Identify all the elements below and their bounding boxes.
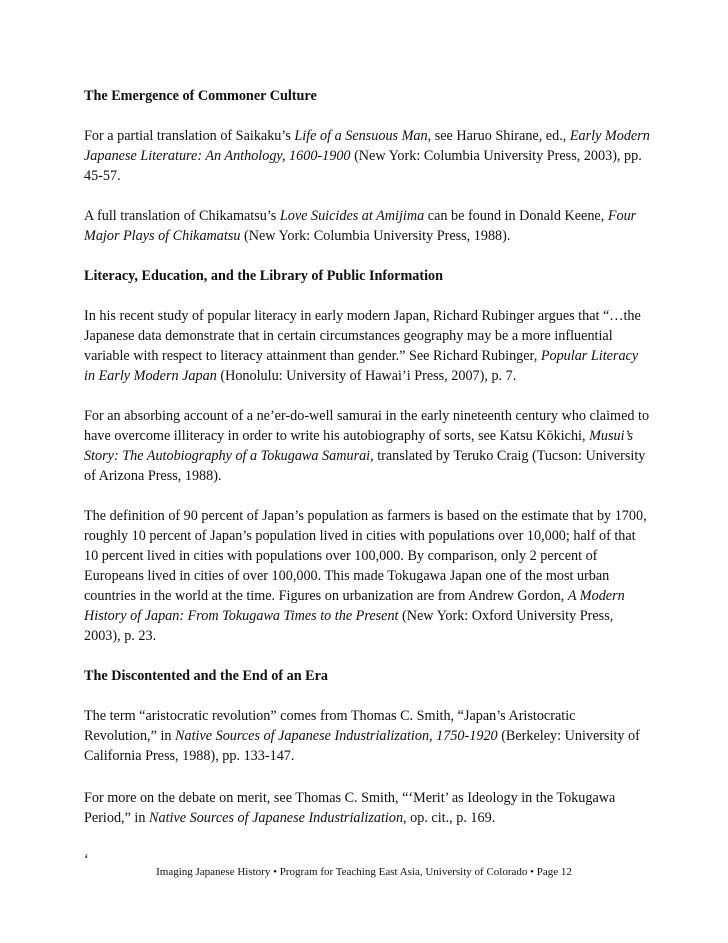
paragraph-saikaku: For a partial translation of Saikaku’s Life of a Sensuous Man, see Haruo Shirane, ed., Early Modern Japanese Literature: An Anthology, 1600-1900 (New York: Columbia University Press, 2003), pp. 45-57.: [84, 128, 650, 184]
title-native-sources-full: Native Sources of Japanese Industrialization, 1750-1920: [175, 728, 498, 744]
paragraph-urbanization: The definition of 90 percent of Japan’s population as farmers is based on the estimate that by 1700, roughly 10 percent of Japan’s population lived in cities with populations over 10,000; half of that 10 percent lived in cities with populations over 100,000. By comparison, only 2 percent of Europeans lived in cities of over 100,000. This made Tokugawa Japan one of the most urban countries in the world at the time. Figures on urbanization are from Andrew Gordon, A Modern History of Japan: From Tokugawa Times to the Present (New York: Oxford University Press, 2003), p. 23.: [84, 508, 647, 644]
stray-mark: ʻ: [84, 852, 89, 868]
page-footer: Imaging Japanese History • Program for Teaching East Asia, University of Colorado • Page 12: [156, 866, 572, 878]
title-life-of-a-sensuous-man: Life of a Sensuous Man: [294, 128, 428, 144]
title-musuis-story: Musui’s Story: The Autobiography of a Tokugawa Samurai: [84, 428, 633, 464]
title-modern-history-of-japan: A Modern History of Japan: From Tokugawa Times to the Present: [84, 588, 625, 624]
section-heading-literacy: Literacy, Education, and the Library of Public Information: [84, 268, 444, 284]
title-love-suicides-at-amijima: Love Suicides at Amijima: [279, 208, 425, 224]
document-page: [84, 86, 650, 870]
paragraph-musui: For an absorbing account of a ne’er-do-well samurai in the early nineteenth century who claimed to have overcome illiteracy in order to write his autobiography of sorts, see Katsu Kōkichi, Musui’s Story: The Autobiography of a Tokugawa Samurai, translated by Teruko Craig (Tucson: University of Arizona Press, 1988).: [84, 408, 650, 484]
title-popular-literacy: Popular Literacy in Early Modern Japan: [84, 348, 639, 384]
section-heading-discontented: The Discontented and the End of an Era: [84, 668, 328, 684]
title-four-major-plays: Four Major Plays of Chikamatsu: [84, 208, 637, 244]
paragraph-merit: For more on the debate on merit, see Thomas C. Smith, “‘Merit’ as Ideology in the Tokugawa Period,” in Native Sources of Japanese Industrialization, op. cit., p. 169.: [84, 790, 616, 826]
section-heading-commoner-culture: The Emergence of Commoner Culture: [84, 88, 317, 104]
paragraph-aristocratic-revolution: The term “aristocratic revolution” comes from Thomas C. Smith, “Japan’s Aristocratic Revolution,” in Native Sources of Japanese Industrialization, 1750-1920 (Berkeley: University of California Press, 1988), pp. 133-147.: [84, 708, 640, 764]
paragraph-chikamatsu: A full translation of Chikamatsu’s Love Suicides at Amijima can be found in Donald Keene, Four Major Plays of Chikamatsu (New York: Columbia University Press, 1988).: [84, 208, 637, 244]
title-native-sources-short: Native Sources of Japanese Industrialization: [149, 810, 404, 826]
paragraph-rubinger: In his recent study of popular literacy in early modern Japan, Richard Rubinger argues that “…the Japanese data demonstrate that in certain circumstances geography may be a more influential variable with respect to literacy attainment than gender.” See Richard Rubinger, Popular Literacy in Early Modern Japan (Honolulu: University of Hawai’i Press, 2007), p. 7.: [84, 308, 641, 384]
title-early-modern-japanese-literature: Early Modern Japanese Literature: An Anthology, 1600-1900: [84, 128, 650, 164]
